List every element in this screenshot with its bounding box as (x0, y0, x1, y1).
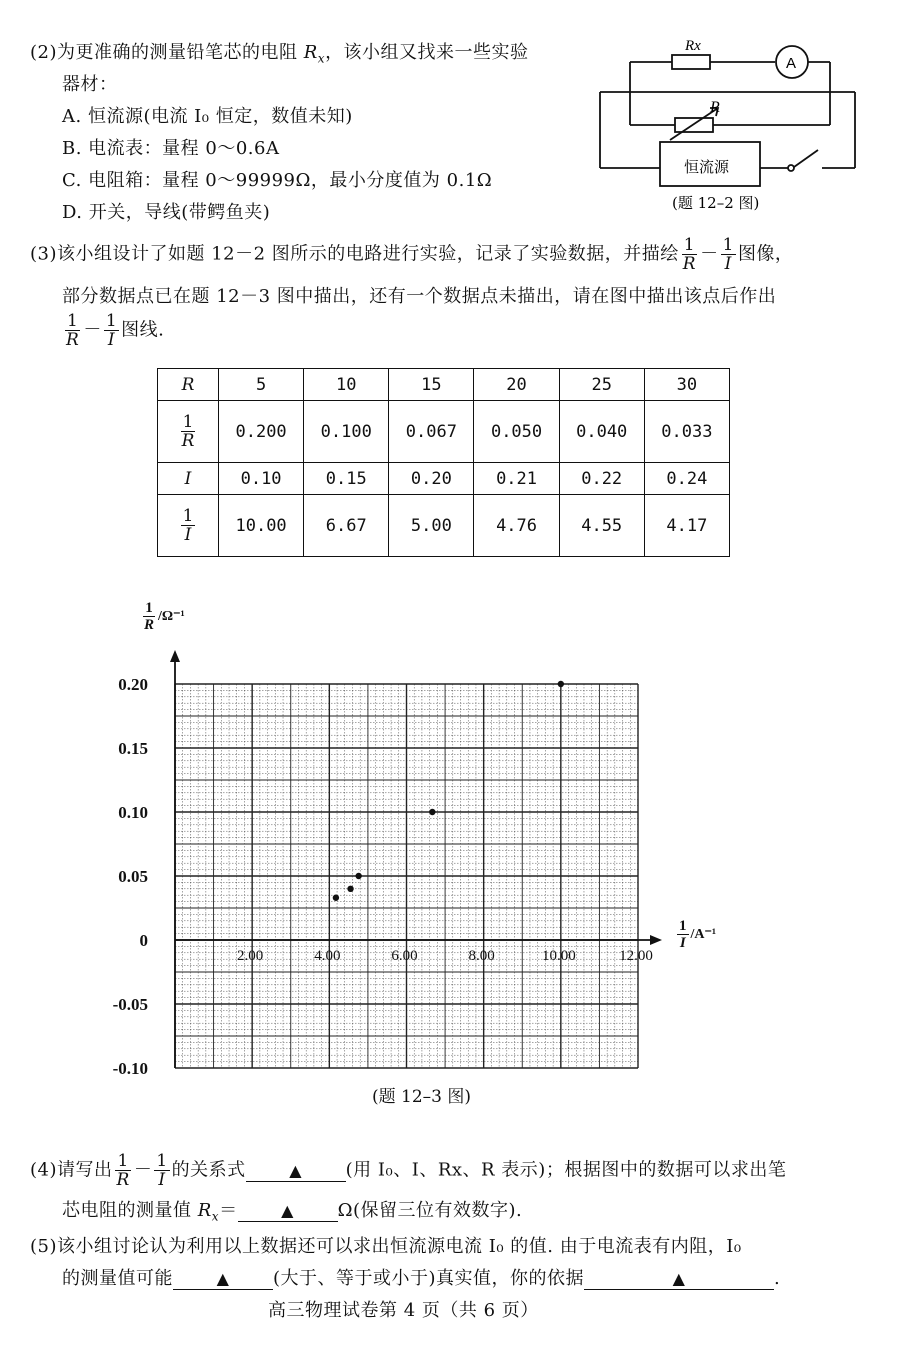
q3-line2: 部分数据点已在题 12－3 图中描出，还有一个数据点未描出，请在图中描出该点后作出 (62, 286, 777, 307)
equipment-item-d: D. 开关，导线(带鳄鱼夹) (62, 202, 271, 223)
answer-blank-compare[interactable]: ▲ (173, 1268, 273, 1290)
y-tick-label: 0.15 (118, 739, 148, 758)
q4-line1: (4)请写出 $\frac{1}{R}$ － $\frac{1}{I}$ 的关系式 ▲ (用 I₀、I、Rx、R 表示)；根据图中的数据可以求出笔 (30, 1151, 787, 1190)
rx-label: Rx (685, 38, 701, 54)
y-tick-label: 0.20 (118, 675, 148, 694)
source-label: 恒流源 (684, 158, 730, 176)
x-axis-title: $\frac{1}{I}$ /A⁻¹ (679, 918, 717, 951)
x-tick-label: 2.00 (237, 948, 264, 964)
page-footer: 高三物理试卷第 4 页（共 6 页） (268, 1300, 539, 1321)
data-point (429, 809, 435, 815)
equipment-item-b: B. 电流表：量程 0～0.6A (62, 138, 280, 159)
y-tick-label: 0.10 (118, 803, 148, 822)
grid-lines (175, 684, 638, 1068)
data-point (333, 895, 339, 901)
table-row: I 0.10 0.15 0.20 0.21 0.22 0.24 (158, 463, 730, 495)
table-row: $\frac{1}{I}$ 10.00 6.67 5.00 4.76 4.55 4.17 (158, 495, 730, 557)
y-tick-label: 0.05 (118, 867, 148, 886)
table-row: $\frac{1}{R}$ 0.200 0.100 0.067 0.050 0.040 0.033 (158, 401, 730, 463)
answer-blank-rx[interactable]: ▲ (238, 1200, 338, 1222)
r-label: R (710, 99, 720, 116)
x-tick-label: 4.00 (314, 948, 341, 964)
y-tick-label: -0.05 (112, 995, 148, 1014)
q5-line1: (5)该小组讨论认为利用以上数据还可以求出恒流源电流 I₀ 的值. 由于电流表有内阻，I₀ (30, 1236, 742, 1257)
ammeter-label: A (786, 55, 797, 72)
answer-blank-reason[interactable]: ▲ (584, 1268, 774, 1290)
chart-caption: (题 12–3 图) (372, 1087, 472, 1107)
q5-line2: 的测量值可能 ▲ (大于、等于或小于)真实值，你的依据 ▲ . (62, 1268, 781, 1289)
y-axis-arrow-icon (170, 650, 180, 662)
x-tick-label: 6.00 (391, 948, 418, 964)
q3-line3: $\frac{1}{R}$ － $\frac{1}{I}$ 图线. (66, 311, 165, 350)
x-tick-label: 10.00 (541, 948, 576, 964)
q2-line2: 器材： (62, 74, 118, 95)
answer-blank-relation[interactable]: ▲ (246, 1160, 346, 1182)
q3-line1: (3)该小组设计了如题 12－2 图所示的电路进行实验，记录了实验数据，并描绘 $\frac{1}{R}$ － $\frac{1}{I}$ 图像， (30, 235, 794, 274)
equipment-item-c: C. 电阻箱：量程 0～99999Ω，最小分度值为 0.1Ω (62, 170, 493, 191)
x-tick-label: 12.00 (619, 948, 653, 964)
x-tick-label: 8.00 (468, 948, 495, 964)
equipment-item-a: A. 恒流源(电流 I₀ 恒定，数值未知) (62, 106, 353, 127)
y-tick-label: 0 (139, 931, 148, 950)
x-axis-arrow-icon (650, 935, 662, 945)
q4-line2: 芯电阻的测量值 $R_x=$ ▲ Ω(保留三位有效数字). (62, 1200, 523, 1224)
y-axis-title: $\frac{1}{R}$ /Ω⁻¹ (144, 600, 185, 633)
data-point (347, 886, 353, 892)
data-point (558, 681, 564, 687)
q2-line1: (2)为更准确的测量铅笔芯的电阻 $R_x$，该小组又找来一些实验 (30, 42, 529, 66)
table-row: R 5 10 15 20 25 30 (158, 369, 730, 401)
circuit-caption: (题 12–2 图) (672, 194, 760, 212)
y-tick-label: -0.10 (112, 1059, 148, 1078)
data-point (355, 873, 361, 879)
